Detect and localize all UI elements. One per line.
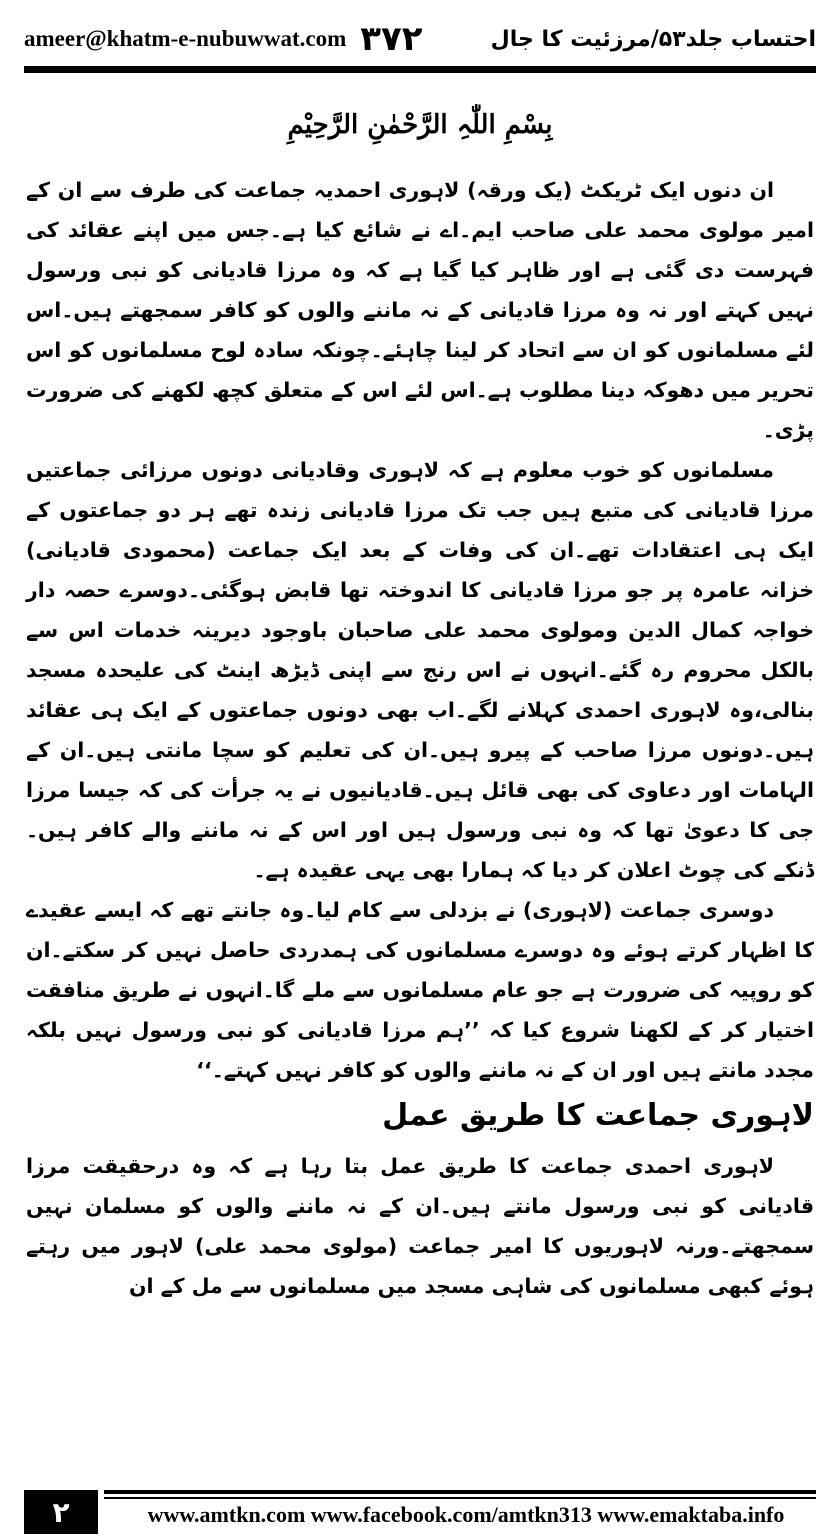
page-header xyxy=(24,14,816,64)
page-body xyxy=(26,170,814,1306)
paragraph-3: دوسری جماعت (لاہوری) نے بزدلی سے کام لیا۔وہ جانتے تھے کہ ایسے عقیدے کا اظہار کرتے ہوئے وہ دوسرے مسلمانوں کی ہمدردی حاصل نہیں کر سکتے۔ان کو روپیہ کی ضرورت ہے جو عام مسلمانوں سے ملے گا۔انہوں نے طریق منافقت اختیار کر کے لکھنا شروع کیا کہ ’’ہم مرزا قادیانی کو نبی ورسول نہیں بلکہ مجدد مانتے ہیں اور ان کے نہ ماننے والوں کو کافر نہیں کہتے۔‘‘ xyxy=(26,898,814,1082)
footer-page-box: ۲ xyxy=(24,1490,98,1534)
footer-rule-thin xyxy=(104,1497,816,1499)
bismillah-heading: بِسْمِ اللّٰہِ الرَّحْمٰنِ الرَّحِیْمِ xyxy=(287,110,553,140)
header-page-number: ۳۷۲ xyxy=(360,19,423,59)
section-subheading: لاہوری جماعت کا طریق عمل xyxy=(382,1098,814,1133)
paragraph-1: ان دنوں ایک ٹریکٹ (یک ورقہ) لاہوری احمدیہ جماعت کی طرف سے ان کے امیر مولوی محمد علی صاحب ایم۔اے نے شائع کیا ہے۔جس میں اپنے عقائد کی فہرست دی گئی ہے اور ظاہر کیا گیا ہے کہ وہ مرزا قادیانی کو نبی ورسول نہیں کہتے اور نہ وہ مرزا قادیانی کے نہ ماننے والوں کو کافر سمجھتے ہیں۔اس لئے مسلمانوں کو ان سے اتحاد کر لینا چاہئے۔چونکہ سادہ لوح مسلمانوں کو اس تحریر میں دھوکہ دینا مطلوب ہے۔اس لئے اس کے متعلق کچھ لکھنے کی ضرورت پڑی۔ xyxy=(26,178,814,442)
page-footer xyxy=(24,1490,816,1534)
header-rule xyxy=(24,66,816,73)
paragraph-4: لاہوری احمدی جماعت کا طریق عمل بتا رہا ہے کہ وہ درحقیقت مرزا قادیانی کو نبی ورسول مانتے ہیں۔ان کے نہ ماننے والوں کو مسلمان نہیں سمجھتے۔ورنہ لاہوریوں کا امیر جماعت (مولوی محمد علی) لاہور میں رہتے ہوئے کبھی مسلمانوں کی شاہی مسجد میں مسلمانوں سے مل کے ان xyxy=(26,1154,814,1298)
paragraph-2: مسلمانوں کو خوب معلوم ہے کہ لاہوری وقادیانی دونوں مرزائی جماعتیں مرزا قادیانی کی متبع ہیں جب تک مرزا قادیانی زندہ تھے ہر دو جماعتوں کے ایک ہی اعتقادات تھے۔ان کی وفات کے بعد ایک جماعت (محمودی قادیانی) خزانہ عامرہ پر جو مرزا قادیانی کا اندوختہ تھا قابض ہوگئی۔دوسرے حصہ دار خواجہ کمال الدین ومولوی محمد علی صاحبان باوجود دیرینہ خدمات اس سے بالکل محروم رہ گئے۔انہوں نے اس رنج سے اپنی ڈیڑھ اینٹ کی علیحدہ مسجد بنالی،وہ لاہوری احمدی کہلانے لگے۔اب بھی دونوں جماعتوں کے ایک ہی عقائد ہیں۔دونوں مرزا صاحب کے پیرو ہیں۔ان کی تعلیم کو سچا مانتی ہیں۔ان کے الہامات اور دعاوی کی بھی قائل ہیں۔قادیانیوں نے یہ جرأت کی کہ جیسا مرزا جی کا دعویٰ تھا کہ وہ نبی ورسول ہیں اور اس کے نہ ماننے والے کافر ہیں۔ڈنکے کی چوٹ اعلان کر دیا کہ ہمارا بھی یہی عقیدہ ہے۔ xyxy=(26,458,814,882)
footer-links[interactable]: www.amtkn.com www.facebook.com/amtkn313 www.emaktaba.info xyxy=(147,1502,785,1527)
header-book-title: احتساب جلد۵۳/مرزئیت کا جال xyxy=(490,26,816,52)
header-left xyxy=(24,19,423,59)
header-email: ameer@khatm-e-nubuwwat.com xyxy=(24,26,347,51)
footer-rule-thick xyxy=(104,1490,816,1494)
